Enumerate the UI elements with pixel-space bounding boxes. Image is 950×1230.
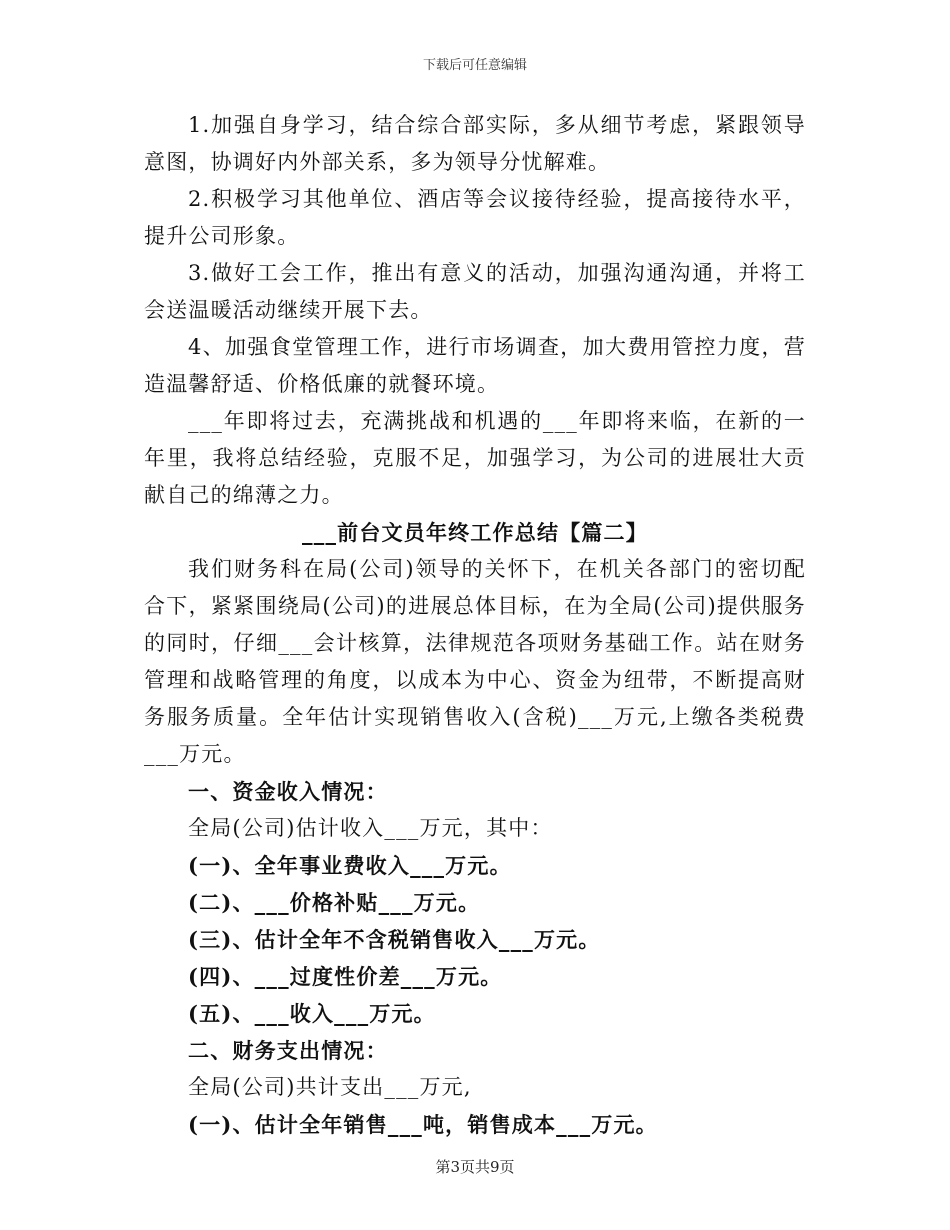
income-item: (四)、___过度性价差___万元。 xyxy=(188,964,503,989)
expense-summary: 全局(公司)共计支出___万元, xyxy=(188,1075,472,1099)
header-note: 下载后可任意编辑 xyxy=(422,58,527,73)
paragraph: 1.加强自身学习，结合综合部实际，多从细节考虑，紧跟领导意图，协调好内外部关系，多为领导分忧解难。 xyxy=(144,113,806,174)
document-body xyxy=(144,107,806,1143)
paragraph: 4、加强食堂管理工作，进行市场调查，加大费用管控力度，营造温馨舒适、价格低廉的就餐环境。 xyxy=(144,335,806,396)
income-item: (二)、___价格补贴___万元。 xyxy=(188,890,481,915)
section-title: ___前台文员年终工作总结【篇二】 xyxy=(302,520,648,545)
income-item: (一)、全年事业费收入___万元。 xyxy=(188,853,512,878)
intro-paragraph: 我们财务科在局(公司)领导的关怀下，在机关各部门的密切配合下，紧紧围绕局(公司)的进展总体目标，在为全局(公司)提供服务的同时，仔细___会计核算，法律规范各项财务基础工作。站在财务管理和战略管理的角度，以成本为中心、资金为纽带，不断提高财务服务质量。全年估计实现销售收入(含税)___万元,上缴各类税费___万元。 xyxy=(144,557,806,766)
income-item: (三)、估计全年不含税销售收入___万元。 xyxy=(188,927,601,952)
page-indicator: 第3页共9页 xyxy=(435,1158,515,1176)
paragraph: ___年即将过去，充满挑战和机遇的___年即将来临，在新的一年里，我将总结经验，克服不足，加强学习，为公司的进展壮大贡献自己的绵薄之力。 xyxy=(144,409,806,507)
income-heading: 一、资金收入情况： xyxy=(188,779,388,804)
expense-heading: 二、财务支出情况： xyxy=(188,1038,388,1063)
income-item: (五)、___收入___万元。 xyxy=(188,1001,436,1026)
income-summary: 全局(公司)估计收入___万元，其中： xyxy=(188,816,553,840)
paragraph: 2.积极学习其他单位、酒店等会议接待经验，提高接待水平，提升公司形象。 xyxy=(144,187,806,248)
paragraph: 3.做好工会工作，推出有意义的活动，加强沟通沟通，并将工会送温暖活动继续开展下去。 xyxy=(144,261,806,322)
expense-item: (一)、估计全年销售___吨，销售成本___万元。 xyxy=(188,1112,658,1137)
